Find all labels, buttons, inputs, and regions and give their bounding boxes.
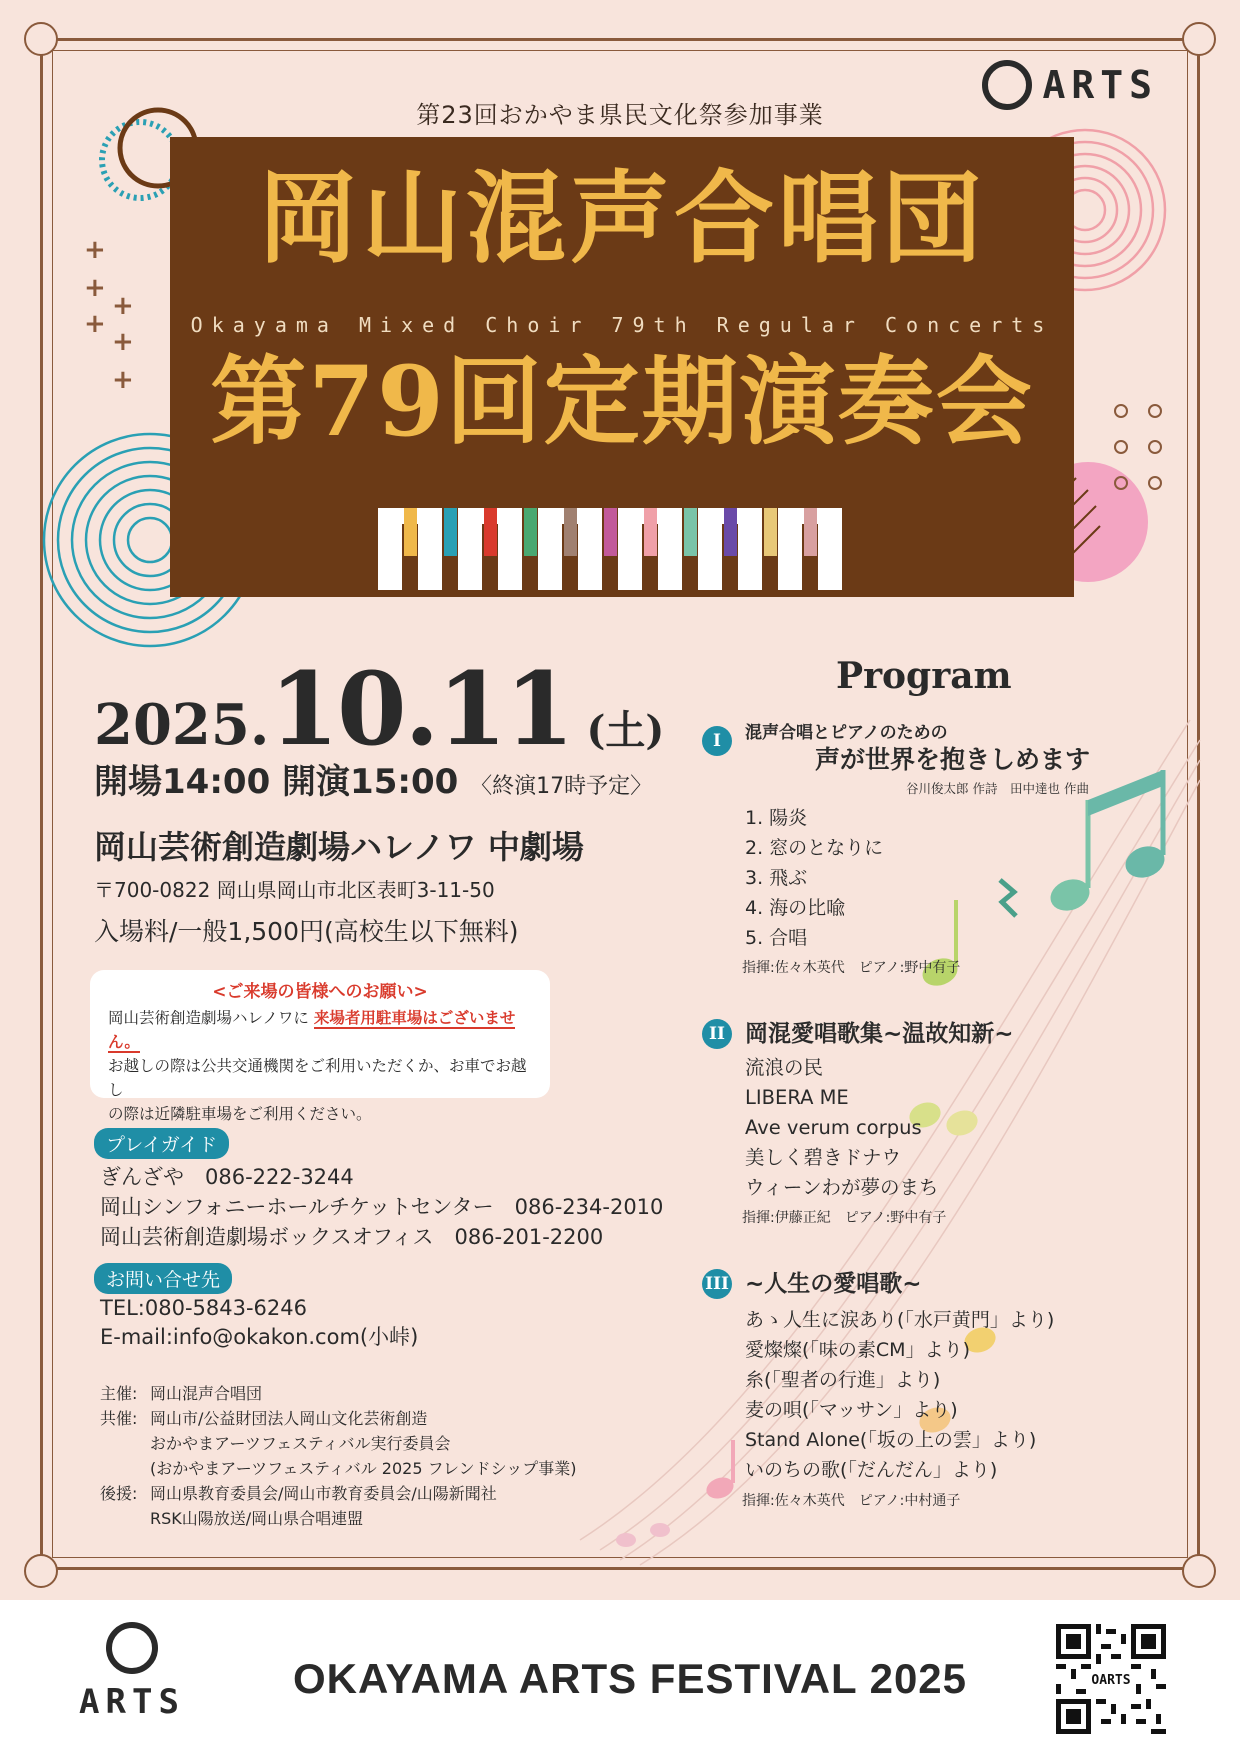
- section-3-songs: [745, 1305, 1054, 1485]
- qr-center-label: OARTS: [1091, 1673, 1131, 1688]
- notice-line: お越しの際は公共交通機関をご利用いただくか、お車でお越し: [108, 1057, 527, 1099]
- song-item: Ave verum corpus: [745, 1116, 922, 1139]
- title-english: Okayama Mixed Choir 79th Regular Concerts: [190, 313, 1054, 337]
- song-item: あゝ人生に涙あり(「水戸黄門」より): [745, 1309, 1055, 1331]
- song-item: 4. 海の比喩: [745, 897, 846, 919]
- playguide-label: [94, 1128, 229, 1159]
- credit-row: [100, 1481, 577, 1506]
- svg-text:+: +: [84, 273, 106, 303]
- song-item: 5. 合唱: [745, 927, 808, 949]
- playguide-item: 岡山シンフォニーホールチケットセンター 086-234-2010: [100, 1195, 664, 1219]
- venue-address: 〒700-0822 岡山県岡山市北区表町3-11-50: [94, 878, 495, 902]
- notice-line: の際は近隣駐車場をご利用ください。: [108, 1105, 372, 1123]
- admission-fee: 入場料/一般1,500円(高校生以下無料): [94, 917, 519, 946]
- arts-ring-icon: [982, 60, 1032, 110]
- playguide-item: 岡山芸術創造劇場ボックスオフィス 086-201-2200: [100, 1225, 604, 1249]
- section-1-pretitle: 混声合唱とピアノのための: [745, 723, 948, 743]
- playguide-item: ぎんざや 086-222-3244: [100, 1165, 354, 1189]
- notice-text: 岡山芸術創造劇場ハレノワに: [108, 1009, 309, 1027]
- song-item: ウィーンわが夢のまち: [745, 1176, 939, 1199]
- section-1-title: 声が世界を抱きしめます: [815, 745, 1091, 774]
- section-2-performers: 指揮:伊藤正紀 ピアノ:野中有子: [742, 1210, 947, 1226]
- svg-text:+: +: [112, 327, 134, 357]
- song-item: 麦の唄(「マッサン」より): [745, 1399, 958, 1421]
- svg-text:+: +: [84, 235, 106, 265]
- inquiry-email: E-mail:info@okakon.com(小峠): [100, 1325, 419, 1349]
- credit-value: 岡山市/公益財団法人岡山文化芸術創造: [150, 1409, 428, 1428]
- song-item: いのちの歌(「だんだん」より): [745, 1459, 998, 1481]
- credit-value: 岡山混声合唱団: [150, 1384, 263, 1403]
- inquiry-contacts: [100, 1294, 418, 1352]
- credit-value: (おかやまアーツフェスティバル 2025 フレンドシップ事業): [150, 1459, 577, 1478]
- event-subheading: 第23回おかやま県民文化祭参加事業: [416, 101, 824, 129]
- arts-logo: [982, 60, 1158, 110]
- song-item: 流浪の民: [745, 1056, 824, 1079]
- credit-row: [100, 1506, 577, 1531]
- playguide-list: [100, 1162, 663, 1252]
- event-date: [94, 650, 664, 768]
- credits-block: [100, 1381, 577, 1531]
- song-item: 1. 陽炎: [745, 807, 808, 829]
- inquiry-label: [94, 1263, 232, 1294]
- notice-emphasis: 来場者用駐車場はございません。: [108, 1009, 516, 1051]
- concert-title: 第79回定期演奏会: [210, 345, 1034, 458]
- song-item: 美しく碧きドナウ: [745, 1146, 902, 1169]
- open-start-times: 開場14:00 開演15:00: [94, 762, 459, 802]
- svg-text:+: +: [112, 365, 134, 395]
- section-1-composer-credit: 谷川俊太郎 作詩 田中達也 作曲: [906, 781, 1089, 796]
- credit-row: [100, 1456, 577, 1481]
- inquiry-tel: TEL:080-5843-6246: [100, 1296, 307, 1320]
- small-circles-icon: [1115, 405, 1161, 489]
- inquiry-pill: お問い合せ先: [94, 1263, 232, 1294]
- section-3-title: ~人生の愛唱歌~: [745, 1271, 922, 1297]
- svg-text:+: +: [112, 291, 134, 321]
- section-3-performers: 指揮:佐々木英代 ピアノ:中村通子: [742, 1493, 961, 1509]
- event-times: [94, 754, 652, 803]
- section-1-songs: [745, 803, 883, 953]
- venue-name: 岡山芸術創造劇場ハレノワ 中劇場: [94, 828, 584, 866]
- date-year: 2025.: [94, 692, 270, 758]
- svg-text:+: +: [84, 309, 106, 339]
- notice-line: [108, 1006, 532, 1054]
- credit-key: 共催:: [100, 1409, 138, 1428]
- piano-keys-icon: [378, 508, 864, 590]
- section-2-badge: II: [702, 1019, 732, 1049]
- qr-code-icon[interactable]: [1056, 1624, 1166, 1734]
- credit-key: 主催:: [100, 1384, 138, 1403]
- section-1-performers: 指揮:佐々木英代 ピアノ:野中有子: [742, 960, 961, 976]
- arts-logo-text: ARTS: [1042, 63, 1158, 107]
- song-item: 愛燦燦(「味の素CM」より): [745, 1339, 970, 1361]
- song-item: 2. 窓のとなりに: [745, 837, 884, 859]
- section-2-songs: [745, 1053, 938, 1203]
- plus-signs-icon: [84, 235, 134, 395]
- credit-key: 後援:: [100, 1484, 138, 1503]
- playguide-pill: プレイガイド: [94, 1128, 229, 1159]
- song-item: 糸(「聖者の行進」より): [745, 1369, 941, 1391]
- song-item: Stand Alone(「坂の上の雲」より): [745, 1429, 1037, 1451]
- program-heading: Program: [836, 655, 1012, 697]
- credit-row: [100, 1431, 577, 1456]
- choir-name-title: 岡山混声合唱団: [258, 159, 986, 277]
- credit-value: RSK山陽放送/岡山県合唱連盟: [150, 1509, 364, 1528]
- song-item: LIBERA ME: [745, 1086, 849, 1109]
- parking-notice: [90, 970, 550, 1123]
- festival-title: OKAYAMA ARTS FESTIVAL 2025: [292, 1655, 968, 1702]
- footer-ring-icon: [106, 1622, 158, 1674]
- credit-value: 岡山県教育委員会/岡山市教育委員会/山陽新聞社: [150, 1484, 497, 1503]
- date-weekday: (土): [586, 707, 665, 754]
- date-day: 10.11: [269, 650, 573, 768]
- notice-title: <ご来場の皆様へのお願い>: [212, 982, 428, 1002]
- credit-row: [100, 1381, 577, 1406]
- song-item: 3. 飛ぶ: [745, 867, 808, 889]
- footer-arts-logo: [72, 1622, 192, 1722]
- footer-logo-text: ARTS: [79, 1682, 185, 1722]
- credit-row: [100, 1406, 577, 1431]
- end-time-note: 〈終演17時予定〉: [470, 774, 653, 799]
- credit-value: おかやまアーツフェスティバル実行委員会: [150, 1434, 451, 1453]
- section-1-badge: I: [702, 726, 732, 756]
- section-2-title: 岡混愛唱歌集~温故知新~: [745, 1021, 1014, 1047]
- section-3-badge: III: [702, 1269, 732, 1299]
